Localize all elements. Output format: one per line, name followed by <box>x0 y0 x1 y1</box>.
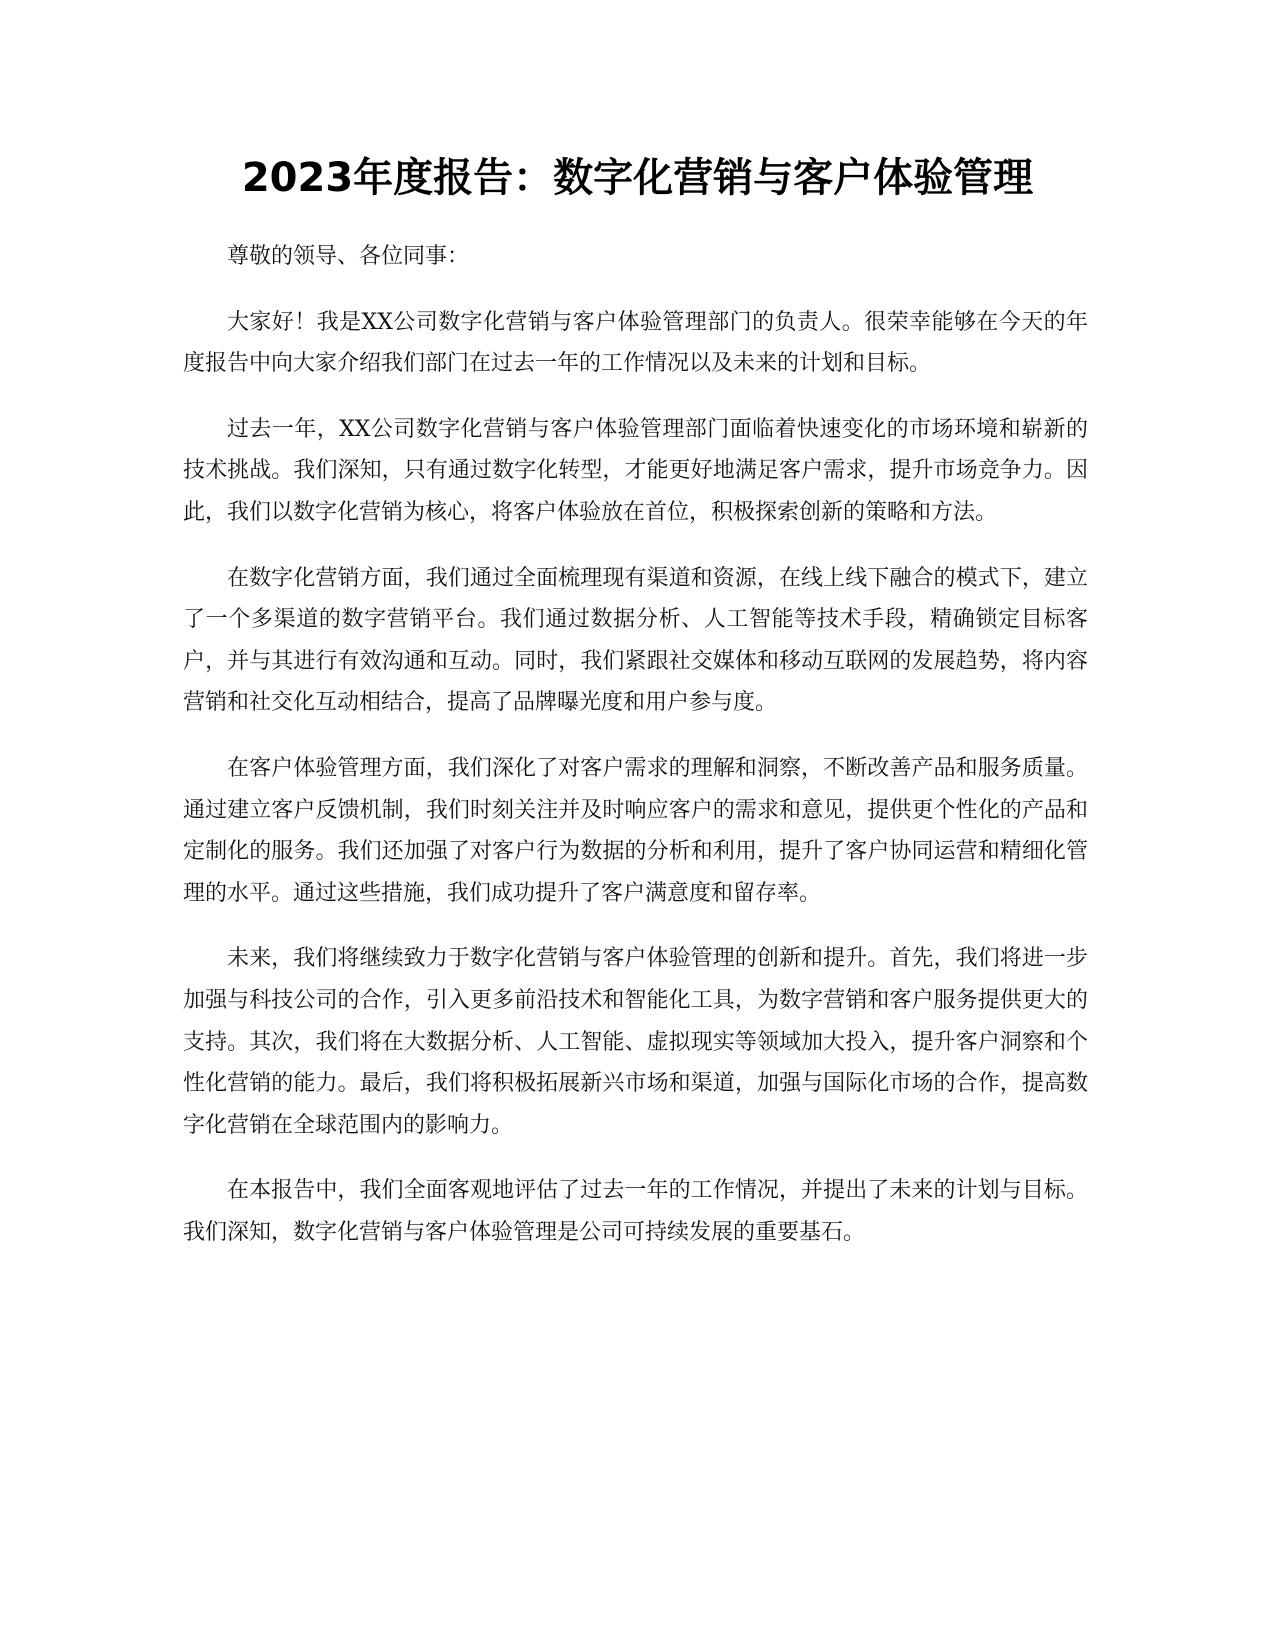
document-title: 2023年度报告：数字化营销与客户体验管理 <box>241 155 1034 201</box>
paragraph-digital-marketing: 在数字化营销方面，我们通过全面梳理现有渠道和资源，在线上线下融合的模式下，建立了一个多渠道的数字营销平台。我们通过数据分析、人工智能等技术手段，精确锁定目标客户，并与其进行有效沟通和互动。同时，我们紧跟社交媒体和移动互联网的发展趋势，将内容营销和社交化互动相结合，提高了品牌曝光度和用户参与度。 <box>183 565 1088 716</box>
paragraph-greeting: 大家好！我是XX公司数字化营销与客户体验管理部门的负责人。很荣幸能够在今天的年度报告中向大家介绍我们部门在过去一年的工作情况以及未来的计划和目标。 <box>183 309 1088 377</box>
paragraph-summary: 在本报告中，我们全面客观地评估了过去一年的工作情况，并提出了未来的计划与目标。我们深知，数字化营销与客户体验管理是公司可持续发展的重要基石。 <box>183 1178 1088 1245</box>
salutation: 尊敬的领导、各位同事： <box>227 244 470 269</box>
paragraph-future-plans: 未来，我们将继续致力于数字化营销与客户体验管理的创新和提升。首先，我们将进一步加强与科技公司的合作，引入更多前沿技术和智能化工具，为数字营销和客户服务提供更大的支持。其次，我们将在大数据分析、人工智能、虚拟现实等领域加大投入，提升客户洞察和个性化营销的能力。最后，我们将积极拓展新兴市场和渠道，加强与国际化市场的合作，提高数字化营销在全球范围内的影响力。 <box>183 946 1088 1138</box>
paragraph-past-year: 过去一年，XX公司数字化营销与客户体验管理部门面临着快速变化的市场环境和崭新的技术挑战。我们深知，只有通过数字化转型，才能更好地满足客户需求，提升市场竞争力。因此，我们以数字化营销为核心，将客户体验放在首位，积极探索创新的策略和方法。 <box>183 416 1088 525</box>
document-body <box>183 236 1088 1277</box>
paragraph-customer-experience: 在客户体验管理方面，我们深化了对客户需求的理解和洞察，不断改善产品和服务质量。通过建立客户反馈机制，我们时刻关注并及时响应客户的需求和意见，提供更个性化的产品和定制化的服务。我们还加强了对客户行为数据的分析和利用，提升了客户协同运营和精细化管理的水平。通过这些措施，我们成功提升了客户满意度和留存率。 <box>183 755 1088 906</box>
